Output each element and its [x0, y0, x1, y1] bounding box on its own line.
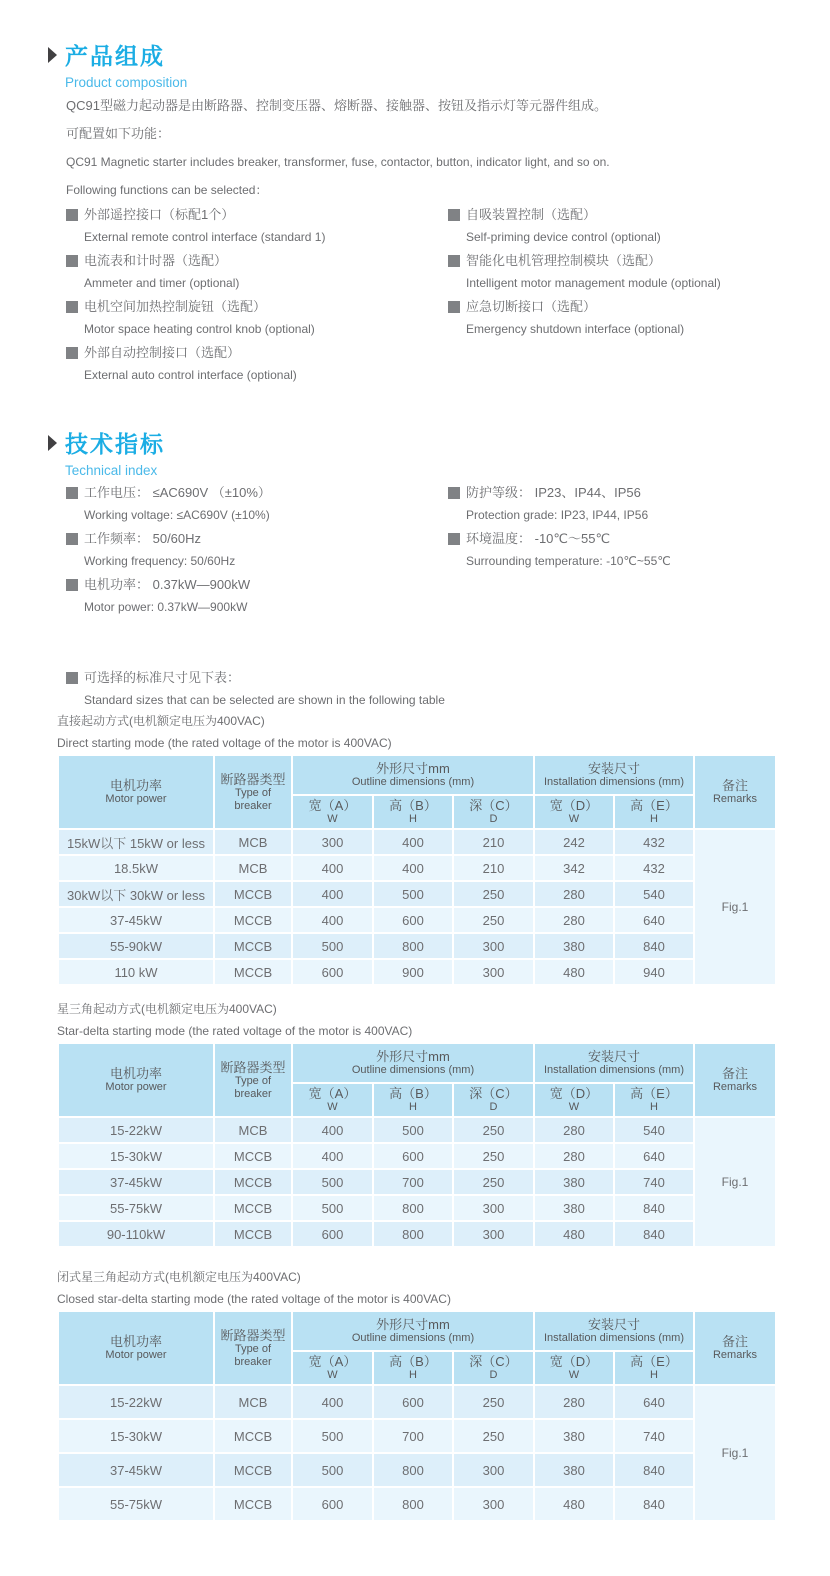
- cell-dimension: 500: [292, 1169, 373, 1195]
- triangle-bullet-icon: [48, 435, 57, 451]
- header-sub-column-en: H: [409, 813, 417, 825]
- header-sub-column-en: H: [650, 1369, 658, 1381]
- square-bullet-icon: [448, 487, 460, 499]
- header-breaker-type-en: Type of breaker: [234, 1074, 272, 1100]
- square-bullet-icon: [66, 301, 78, 313]
- header-sub-column-en: D: [489, 1101, 498, 1113]
- cell-dimension: 210: [453, 829, 534, 855]
- cell-breaker-type: MCB: [214, 855, 292, 881]
- header-remarks-en: Remarks: [712, 1349, 757, 1361]
- square-bullet-icon: [448, 301, 460, 313]
- feature-label-zh: 外部遥控接口（标配1个）: [84, 207, 235, 222]
- header-motor-power: [58, 1311, 214, 1385]
- cell-dimension: 280: [534, 1143, 614, 1169]
- cell-motor-power: 18.5kW: [58, 855, 214, 881]
- cell-remark: Fig.1: [694, 829, 776, 985]
- header-installation-dimensions: [534, 1311, 694, 1351]
- header-sub-column: [292, 795, 373, 829]
- header-installation-dimensions-en: Installation dimensions (mm): [544, 1332, 684, 1344]
- header-installation-dimensions: [534, 1043, 694, 1083]
- cell-motor-power: 15-30kW: [58, 1419, 214, 1453]
- header-remarks: [694, 1311, 776, 1385]
- spec-label-zh: 环境温度： -10℃～55℃: [466, 531, 611, 546]
- cell-breaker-type: MCB: [214, 1385, 292, 1419]
- header-breaker-type-en: Type of breaker: [234, 786, 272, 812]
- header-sub-column-en: W: [568, 1101, 580, 1113]
- header-sub-column-zh: 高（E）: [630, 1086, 678, 1101]
- intro-line: 可配置如下功能：: [66, 126, 171, 141]
- cell-motor-power: 55-75kW: [58, 1487, 214, 1521]
- cell-motor-power: 110 kW: [58, 959, 214, 985]
- header-remarks: [694, 1043, 776, 1117]
- header-sub-column-zh: 宽（D）: [549, 798, 599, 813]
- table-section-direct-starting: [57, 710, 777, 986]
- cell-dimension: 280: [534, 1385, 614, 1419]
- cell-breaker-type: MCCB: [214, 1221, 292, 1247]
- header-remarks-en: Remarks: [712, 1081, 757, 1093]
- header-motor-power-en: Motor power: [105, 793, 167, 805]
- header-remarks-zh: 备注: [721, 1334, 748, 1349]
- header-sub-column-en: H: [650, 813, 658, 825]
- header-motor-power-zh: 电机功率: [109, 778, 162, 793]
- cell-dimension: 210: [453, 855, 534, 881]
- header-outline-dimensions-zh: 外形尺寸mm: [376, 761, 450, 776]
- header-sub-column: [373, 1351, 453, 1385]
- cell-dimension: 800: [373, 1453, 453, 1487]
- header-sub-column: [534, 1083, 614, 1117]
- table-caption-zh: 星三角起动方式(电机额定电压为400VAC): [57, 1002, 277, 1016]
- features-left-column: [66, 203, 325, 387]
- feature-item: [66, 295, 325, 341]
- cell-dimension: 400: [292, 855, 373, 881]
- cell-dimension: 300: [453, 959, 534, 985]
- header-sub-column-en: W: [327, 1101, 338, 1113]
- note-en: Standard sizes that can be selected are shown in the following table: [84, 693, 445, 707]
- cell-dimension: 700: [373, 1419, 453, 1453]
- header-remarks-zh: 备注: [721, 1066, 748, 1081]
- spec-label-zh: 电机功率： 0.37kW—900kW: [84, 577, 251, 592]
- table-row: [58, 933, 776, 959]
- header-remarks-en: Remarks: [712, 793, 757, 805]
- spec-item: [448, 527, 671, 573]
- table-row: [58, 959, 776, 985]
- header-sub-column-en: H: [409, 1101, 417, 1113]
- table-row: [58, 1221, 776, 1247]
- cell-dimension: 280: [534, 881, 614, 907]
- cell-dimension: 500: [292, 1453, 373, 1487]
- cell-breaker-type: MCB: [214, 1117, 292, 1143]
- product-intro: [66, 92, 610, 204]
- header-sub-column: [373, 1083, 453, 1117]
- cell-breaker-type: MCB: [214, 829, 292, 855]
- square-bullet-icon: [66, 579, 78, 591]
- table-caption-zh: 闭式星三角起动方式(电机额定电压为400VAC): [57, 1270, 301, 1284]
- header-installation-dimensions-zh: 安装尺寸: [587, 761, 640, 776]
- feature-label-zh: 电流表和计时器（选配）: [84, 253, 228, 268]
- header-outline-dimensions-en: Outline dimensions (mm): [351, 1064, 475, 1076]
- cell-dimension: 800: [373, 1221, 453, 1247]
- cell-motor-power: 30kW以下 30kW or less: [58, 881, 214, 907]
- table-row: [58, 1143, 776, 1169]
- cell-dimension: 600: [373, 907, 453, 933]
- cell-dimension: 300: [453, 1453, 534, 1487]
- cell-motor-power: 15-22kW: [58, 1117, 214, 1143]
- square-bullet-icon: [66, 487, 78, 499]
- cell-motor-power: 15-30kW: [58, 1143, 214, 1169]
- cell-dimension: 640: [614, 1385, 694, 1419]
- square-bullet-icon: [66, 347, 78, 359]
- header-installation-dimensions-en: Installation dimensions (mm): [544, 1064, 684, 1076]
- triangle-bullet-icon: [48, 47, 57, 63]
- table-row: [58, 1195, 776, 1221]
- cell-motor-power: 55-90kW: [58, 933, 214, 959]
- cell-dimension: 500: [292, 1419, 373, 1453]
- note-item: [66, 666, 445, 712]
- section-title-zh: 产品组成: [65, 43, 165, 69]
- feature-label-en: Intelligent motor management module (optional): [466, 276, 721, 290]
- cell-dimension: 250: [453, 1419, 534, 1453]
- spec-label-zh: 工作电压： ≤AC690V （±10%）: [84, 485, 271, 500]
- cell-dimension: 300: [453, 933, 534, 959]
- cell-dimension: 250: [453, 907, 534, 933]
- cell-motor-power: 15kW以下 15kW or less: [58, 829, 214, 855]
- feature-label-en: External remote control interface (standard 1): [84, 230, 326, 244]
- header-sub-column-zh: 高（E）: [630, 1354, 678, 1369]
- table-row: [58, 855, 776, 881]
- header-sub-column: [614, 1351, 694, 1385]
- cell-breaker-type: MCCB: [214, 959, 292, 985]
- header-sub-column: [453, 1351, 534, 1385]
- spec-item: [66, 481, 271, 527]
- header-sub-column-zh: 高（B）: [389, 798, 437, 813]
- cell-dimension: 242: [534, 829, 614, 855]
- spec-label-en: Motor power: 0.37kW—900kW: [84, 600, 248, 614]
- cell-dimension: 380: [534, 933, 614, 959]
- features-right-column: [448, 203, 721, 341]
- feature-item: [448, 203, 721, 249]
- table-row: [58, 1169, 776, 1195]
- header-sub-column: [614, 1083, 694, 1117]
- feature-label-zh: 电机空间加热控制旋钮（选配）: [84, 299, 267, 314]
- feature-item: [66, 341, 325, 387]
- table-caption-zh: 直接起动方式(电机额定电压为400VAC): [57, 714, 265, 728]
- table-section-closed-star-delta: [57, 1266, 777, 1522]
- feature-item: [448, 295, 721, 341]
- header-sub-column-zh: 宽（D）: [549, 1354, 599, 1369]
- cell-dimension: 800: [373, 933, 453, 959]
- note-zh: 可选择的标准尺寸见下表：: [84, 670, 241, 685]
- square-bullet-icon: [448, 209, 460, 221]
- cell-motor-power: 37-45kW: [58, 907, 214, 933]
- specs-left-column: [66, 481, 271, 619]
- header-outline-dimensions-en: Outline dimensions (mm): [351, 776, 475, 788]
- header-breaker-type-zh: 断路器类型: [220, 1327, 286, 1343]
- spec-label-en: Protection grade: IP23, IP44, IP56: [466, 508, 649, 522]
- square-bullet-icon: [448, 533, 460, 545]
- cell-dimension: 740: [614, 1419, 694, 1453]
- header-sub-column-zh: 宽（D）: [549, 1086, 599, 1101]
- table-row: [58, 1117, 776, 1143]
- header-breaker-type: [214, 1311, 292, 1385]
- header-sub-column: [453, 795, 534, 829]
- header-breaker-type: [214, 755, 292, 829]
- feature-label-en: Motor space heating control knob (optional): [84, 322, 315, 336]
- feature-item: [66, 249, 325, 295]
- feature-label-en: Emergency shutdown interface (optional): [466, 322, 685, 336]
- header-motor-power: [58, 755, 214, 829]
- header-sub-column-zh: 高（B）: [389, 1354, 437, 1369]
- cell-dimension: 400: [292, 907, 373, 933]
- intro-line: QC91型磁力起动器是由断路器、控制变压器、熔断器、接触器、按钮及指示灯等元器件组成。: [66, 98, 607, 113]
- header-remarks: [694, 755, 776, 829]
- cell-breaker-type: MCCB: [214, 1195, 292, 1221]
- cell-dimension: 840: [614, 1195, 694, 1221]
- cell-motor-power: 37-45kW: [58, 1453, 214, 1487]
- header-motor-power-en: Motor power: [105, 1081, 167, 1093]
- spec-item: [448, 481, 671, 527]
- feature-label-en: Ammeter and timer (optional): [84, 276, 240, 290]
- cell-dimension: 380: [534, 1195, 614, 1221]
- cell-dimension: 300: [292, 829, 373, 855]
- spec-table-closed-star-delta: [57, 1310, 777, 1522]
- spec-table-star-delta: [57, 1042, 777, 1248]
- header-sub-column-en: H: [409, 1369, 417, 1381]
- section-product-composition-header: [48, 38, 187, 90]
- header-sub-column: [534, 1351, 614, 1385]
- cell-dimension: 600: [292, 959, 373, 985]
- header-remarks-zh: 备注: [721, 778, 748, 793]
- section-technical-index-header: [48, 426, 165, 478]
- square-bullet-icon: [66, 533, 78, 545]
- header-installation-dimensions-en: Installation dimensions (mm): [544, 776, 684, 788]
- cell-dimension: 500: [373, 1117, 453, 1143]
- cell-dimension: 400: [373, 855, 453, 881]
- cell-dimension: 280: [534, 907, 614, 933]
- cell-dimension: 840: [614, 1487, 694, 1521]
- header-sub-column: [453, 1083, 534, 1117]
- spec-item: [66, 573, 271, 619]
- header-sub-column-zh: 深（C）: [469, 1086, 518, 1101]
- table-row: [58, 1385, 776, 1419]
- feature-label-en: External auto control interface (optional): [84, 368, 297, 382]
- cell-dimension: 280: [534, 1117, 614, 1143]
- cell-dimension: 540: [614, 1117, 694, 1143]
- cell-breaker-type: MCCB: [214, 1169, 292, 1195]
- table-caption-en: Closed star-delta starting mode (the rated voltage of the motor is 400VAC): [57, 1292, 451, 1306]
- intro-line: QC91 Magnetic starter includes breaker, transformer, fuse, contactor, button, indicator light, and so on.: [66, 155, 610, 169]
- feature-label-zh: 外部自动控制接口（选配）: [84, 345, 241, 360]
- spec-table-direct-starting: [57, 754, 777, 986]
- header-outline-dimensions: [292, 1311, 534, 1351]
- cell-dimension: 250: [453, 1385, 534, 1419]
- cell-dimension: 600: [292, 1487, 373, 1521]
- cell-dimension: 500: [292, 1195, 373, 1221]
- header-outline-dimensions-en: Outline dimensions (mm): [351, 1332, 475, 1344]
- cell-dimension: 400: [292, 881, 373, 907]
- section-title-zh: 技术指标: [65, 431, 165, 457]
- cell-dimension: 432: [614, 829, 694, 855]
- header-sub-column-zh: 深（C）: [469, 798, 518, 813]
- cell-dimension: 740: [614, 1169, 694, 1195]
- header-sub-column-en: W: [568, 813, 580, 825]
- header-motor-power-zh: 电机功率: [109, 1066, 162, 1081]
- cell-breaker-type: MCCB: [214, 907, 292, 933]
- cell-dimension: 940: [614, 959, 694, 985]
- header-sub-column: [292, 1351, 373, 1385]
- spec-label-en: Working frequency: 50/60Hz: [84, 554, 236, 568]
- specs-right-column: [448, 481, 671, 573]
- cell-dimension: 380: [534, 1169, 614, 1195]
- header-breaker-type: [214, 1043, 292, 1117]
- cell-dimension: 840: [614, 1453, 694, 1487]
- header-breaker-type-zh: 断路器类型: [220, 771, 286, 787]
- header-sub-column-en: D: [489, 813, 498, 825]
- header-sub-column-zh: 宽（A）: [308, 1354, 357, 1369]
- cell-dimension: 840: [614, 1221, 694, 1247]
- cell-dimension: 400: [292, 1385, 373, 1419]
- header-sub-column-zh: 宽（A）: [308, 798, 357, 813]
- spec-label-zh: 工作频率： 50/60Hz: [84, 531, 202, 546]
- feature-label-en: Self-priming device control (optional): [466, 230, 661, 244]
- standard-sizes-note: [66, 666, 445, 712]
- header-outline-dimensions-zh: 外形尺寸mm: [376, 1317, 450, 1332]
- spec-label-zh: 防护等级： IP23、IP44、IP56: [466, 485, 641, 500]
- intro-line: Following functions can be selected：: [66, 183, 268, 197]
- header-motor-power: [58, 1043, 214, 1117]
- cell-motor-power: 55-75kW: [58, 1195, 214, 1221]
- header-sub-column-zh: 宽（A）: [308, 1086, 357, 1101]
- cell-dimension: 300: [453, 1195, 534, 1221]
- header-sub-column: [373, 795, 453, 829]
- cell-dimension: 840: [614, 933, 694, 959]
- header-sub-column-zh: 深（C）: [469, 1354, 518, 1369]
- header-sub-column-zh: 高（E）: [630, 798, 678, 813]
- cell-dimension: 480: [534, 1487, 614, 1521]
- header-sub-column-en: W: [327, 1369, 338, 1381]
- square-bullet-icon: [66, 672, 78, 684]
- table-row: [58, 1453, 776, 1487]
- cell-remark: Fig.1: [694, 1385, 776, 1521]
- header-sub-column-en: W: [568, 1369, 580, 1381]
- square-bullet-icon: [66, 209, 78, 221]
- cell-dimension: 540: [614, 881, 694, 907]
- cell-dimension: 640: [614, 1143, 694, 1169]
- cell-dimension: 400: [373, 829, 453, 855]
- table-caption-en: Direct starting mode (the rated voltage of the motor is 400VAC): [57, 736, 392, 750]
- header-sub-column-en: W: [327, 813, 338, 825]
- cell-dimension: 480: [534, 1221, 614, 1247]
- header-outline-dimensions: [292, 755, 534, 795]
- header-breaker-type-en: Type of breaker: [234, 1342, 272, 1368]
- cell-motor-power: 37-45kW: [58, 1169, 214, 1195]
- cell-dimension: 800: [373, 1195, 453, 1221]
- cell-breaker-type: MCCB: [214, 1453, 292, 1487]
- header-installation-dimensions-zh: 安装尺寸: [587, 1317, 640, 1332]
- cell-dimension: 432: [614, 855, 694, 881]
- header-sub-column: [292, 1083, 373, 1117]
- header-breaker-type-zh: 断路器类型: [220, 1059, 286, 1075]
- section-title-en: Technical index: [65, 463, 158, 478]
- section-title-en: Product composition: [65, 75, 188, 90]
- cell-dimension: 800: [373, 1487, 453, 1521]
- cell-dimension: 300: [453, 1221, 534, 1247]
- cell-dimension: 380: [534, 1419, 614, 1453]
- header-outline-dimensions: [292, 1043, 534, 1083]
- spec-label-en: Working voltage: ≤AC690V (±10%): [84, 508, 270, 522]
- header-outline-dimensions-zh: 外形尺寸mm: [376, 1049, 450, 1064]
- header-installation-dimensions: [534, 755, 694, 795]
- cell-dimension: 380: [534, 1453, 614, 1487]
- square-bullet-icon: [66, 255, 78, 267]
- feature-label-zh: 应急切断接口（选配）: [466, 299, 597, 314]
- cell-dimension: 500: [373, 881, 453, 907]
- cell-dimension: 300: [453, 1487, 534, 1521]
- cell-dimension: 480: [534, 959, 614, 985]
- cell-dimension: 600: [292, 1221, 373, 1247]
- header-motor-power-en: Motor power: [105, 1349, 167, 1361]
- cell-motor-power: 15-22kW: [58, 1385, 214, 1419]
- square-bullet-icon: [448, 255, 460, 267]
- cell-dimension: 600: [373, 1143, 453, 1169]
- cell-dimension: 700: [373, 1169, 453, 1195]
- header-motor-power-zh: 电机功率: [109, 1334, 162, 1349]
- table-row: [58, 1419, 776, 1453]
- cell-dimension: 250: [453, 1143, 534, 1169]
- table-row: [58, 829, 776, 855]
- spec-label-en: Surrounding temperature: -10℃~55℃: [466, 554, 671, 568]
- feature-item: [66, 203, 325, 249]
- table-row: [58, 907, 776, 933]
- cell-dimension: 600: [373, 1385, 453, 1419]
- cell-breaker-type: MCCB: [214, 1487, 292, 1521]
- cell-breaker-type: MCCB: [214, 1419, 292, 1453]
- header-installation-dimensions-zh: 安装尺寸: [587, 1049, 640, 1064]
- cell-dimension: 250: [453, 1169, 534, 1195]
- table-section-star-delta: [57, 998, 777, 1248]
- spec-item: [66, 527, 271, 573]
- cell-dimension: 900: [373, 959, 453, 985]
- table-caption-en: Star-delta starting mode (the rated voltage of the motor is 400VAC): [57, 1024, 413, 1038]
- cell-breaker-type: MCCB: [214, 1143, 292, 1169]
- cell-remark: Fig.1: [694, 1117, 776, 1247]
- table-row: [58, 1487, 776, 1521]
- feature-item: [448, 249, 721, 295]
- cell-breaker-type: MCCB: [214, 881, 292, 907]
- cell-dimension: 640: [614, 907, 694, 933]
- cell-dimension: 500: [292, 933, 373, 959]
- cell-dimension: 400: [292, 1117, 373, 1143]
- table-row: [58, 881, 776, 907]
- cell-breaker-type: MCCB: [214, 933, 292, 959]
- header-sub-column-en: D: [489, 1369, 498, 1381]
- cell-motor-power: 90-110kW: [58, 1221, 214, 1247]
- cell-dimension: 400: [292, 1143, 373, 1169]
- header-sub-column-zh: 高（B）: [389, 1086, 437, 1101]
- cell-dimension: 250: [453, 1117, 534, 1143]
- header-sub-column: [614, 795, 694, 829]
- feature-label-zh: 自吸装置控制（选配）: [466, 207, 597, 222]
- header-sub-column-en: H: [650, 1101, 658, 1113]
- cell-dimension: 342: [534, 855, 614, 881]
- cell-dimension: 250: [453, 881, 534, 907]
- feature-label-zh: 智能化电机管理控制模块（选配）: [466, 253, 662, 268]
- header-sub-column: [534, 795, 614, 829]
